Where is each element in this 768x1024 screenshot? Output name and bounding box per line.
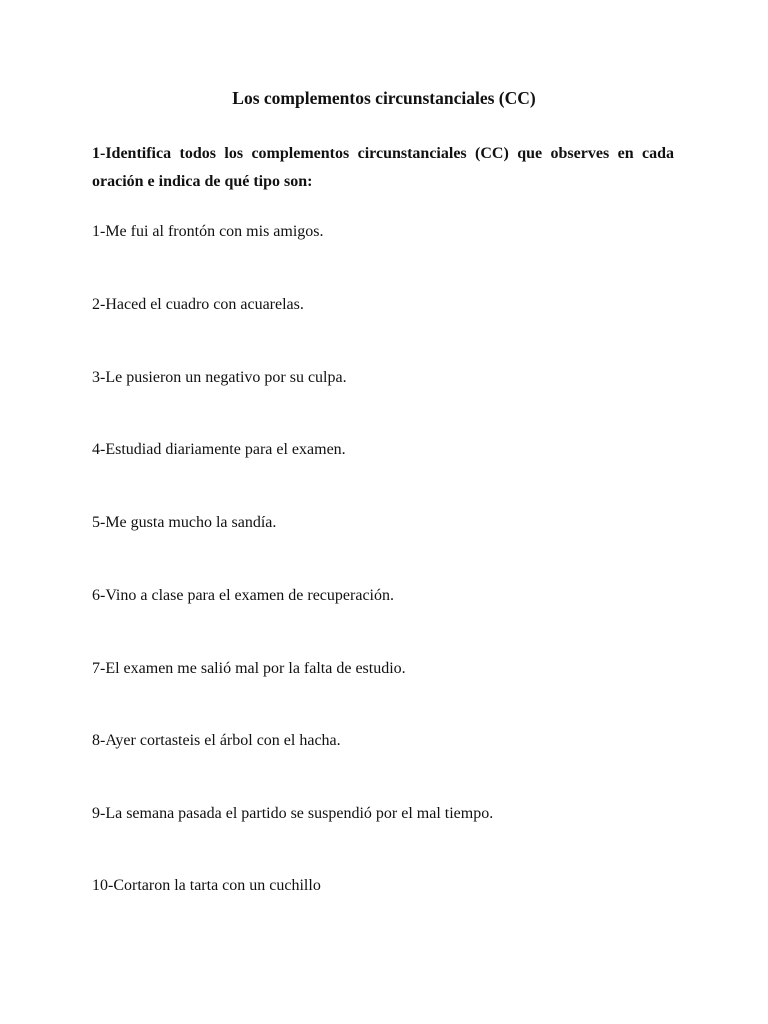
sentence-item: 4-Estudiad diariamente para el examen. — [92, 441, 346, 458]
sentence-item: 3-Le pusieron un negativo por su culpa. — [92, 369, 347, 386]
sentence-item: 2-Haced el cuadro con acuarelas. — [92, 296, 304, 313]
sentence-item: 9-La semana pasada el partido se suspendió por el mal tiempo. — [92, 805, 494, 822]
sentence-item: 6-Vino a clase para el examen de recuperación. — [92, 587, 394, 604]
sentence-item: 1-Me fui al frontón con mis amigos. — [92, 223, 324, 240]
exercise-instructions: 1-Identifica todos los complementos circunstanciales (CC) que observes en cada oración e indica de qué tipo son: — [92, 145, 674, 190]
sentence-item: 5-Me gusta mucho la sandía. — [92, 514, 277, 531]
sentence-item: 10-Cortaron la tarta con un cuchillo — [92, 877, 321, 894]
sentence-item: 8-Ayer cortasteis el árbol con el hacha. — [92, 732, 341, 749]
document-title: Los complementos circunstanciales (CC) — [232, 88, 536, 108]
sentence-item: 7-El examen me salió mal por la falta de estudio. — [92, 660, 406, 677]
